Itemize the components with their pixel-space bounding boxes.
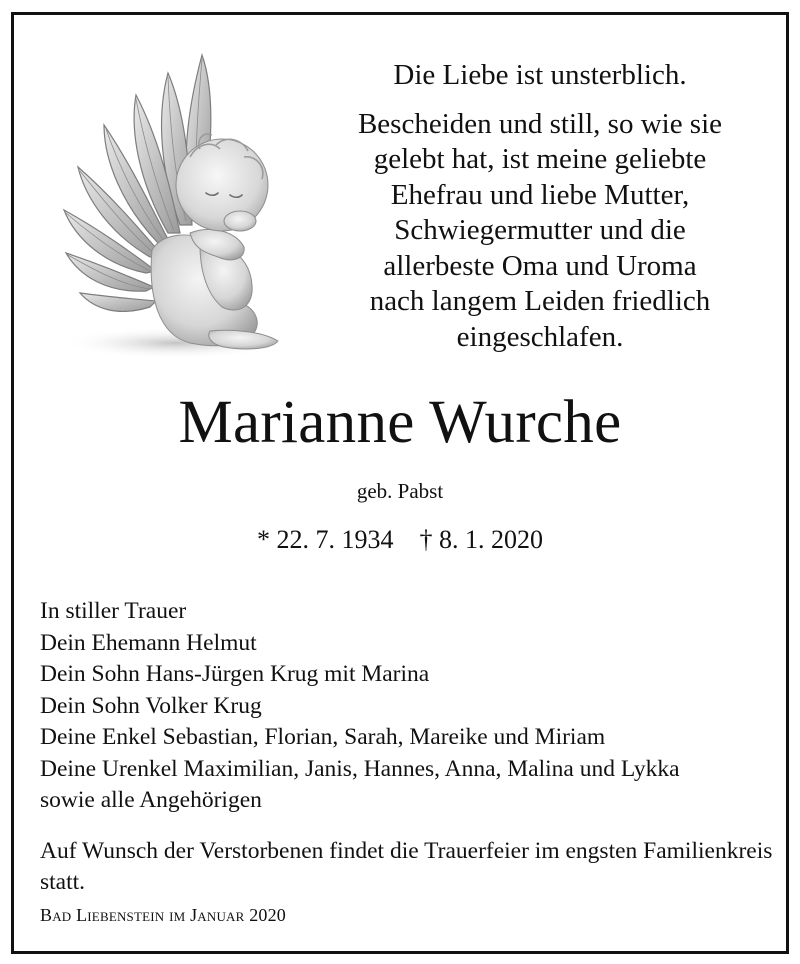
mourners-list	[40, 596, 780, 817]
poem-line: Bescheiden und still, so wie sie	[357, 107, 723, 140]
mourner-line: Deine Enkel Sebastian, Florian, Sarah, Mareike und Miriam	[40, 724, 606, 750]
sleeping-angel-figurine-icon	[40, 45, 290, 365]
birth-date: * 22. 7. 1934	[257, 525, 394, 554]
mourner-line: sowie alle Angehörigen	[40, 787, 262, 813]
mourner-line: Dein Sohn Hans-Jürgen Krug mit Marina	[40, 661, 430, 687]
death-date: † 8. 1. 2020	[419, 525, 543, 554]
mourner-line: In stiller Trauer	[40, 598, 187, 624]
mourner-line: Deine Urenkel Maximilian, Janis, Hannes, Anna, Malina und Lykka	[40, 755, 680, 782]
deceased-name: Marianne Wurche	[178, 389, 622, 456]
mourner-line: Dein Ehemann Helmut	[40, 629, 257, 656]
poem-line: eingeschlafen.	[456, 320, 624, 353]
poem-line: Schwiegermutter und die	[394, 214, 686, 246]
poem-motto: Die Liebe ist unsterblich.	[393, 59, 687, 91]
place-and-date: Bad Liebenstein im Januar 2020	[40, 905, 286, 925]
ceremony-note: Auf Wunsch der Verstorbenen findet die Trauerfeier im engsten Familienkreis statt.	[40, 838, 773, 895]
maiden-name: geb. Pabst	[356, 479, 444, 503]
poem	[320, 58, 760, 355]
poem-line: gelebt hat, ist meine geliebte	[373, 143, 707, 175]
life-dates	[0, 524, 800, 556]
poem-line: allerbeste Oma und Uroma	[383, 249, 697, 282]
poem-line: nach langem Leiden friedlich	[369, 285, 711, 317]
poem-line: Ehefrau und liebe Mutter,	[390, 178, 690, 211]
mourner-line: Dein Sohn Volker Krug	[40, 692, 262, 719]
